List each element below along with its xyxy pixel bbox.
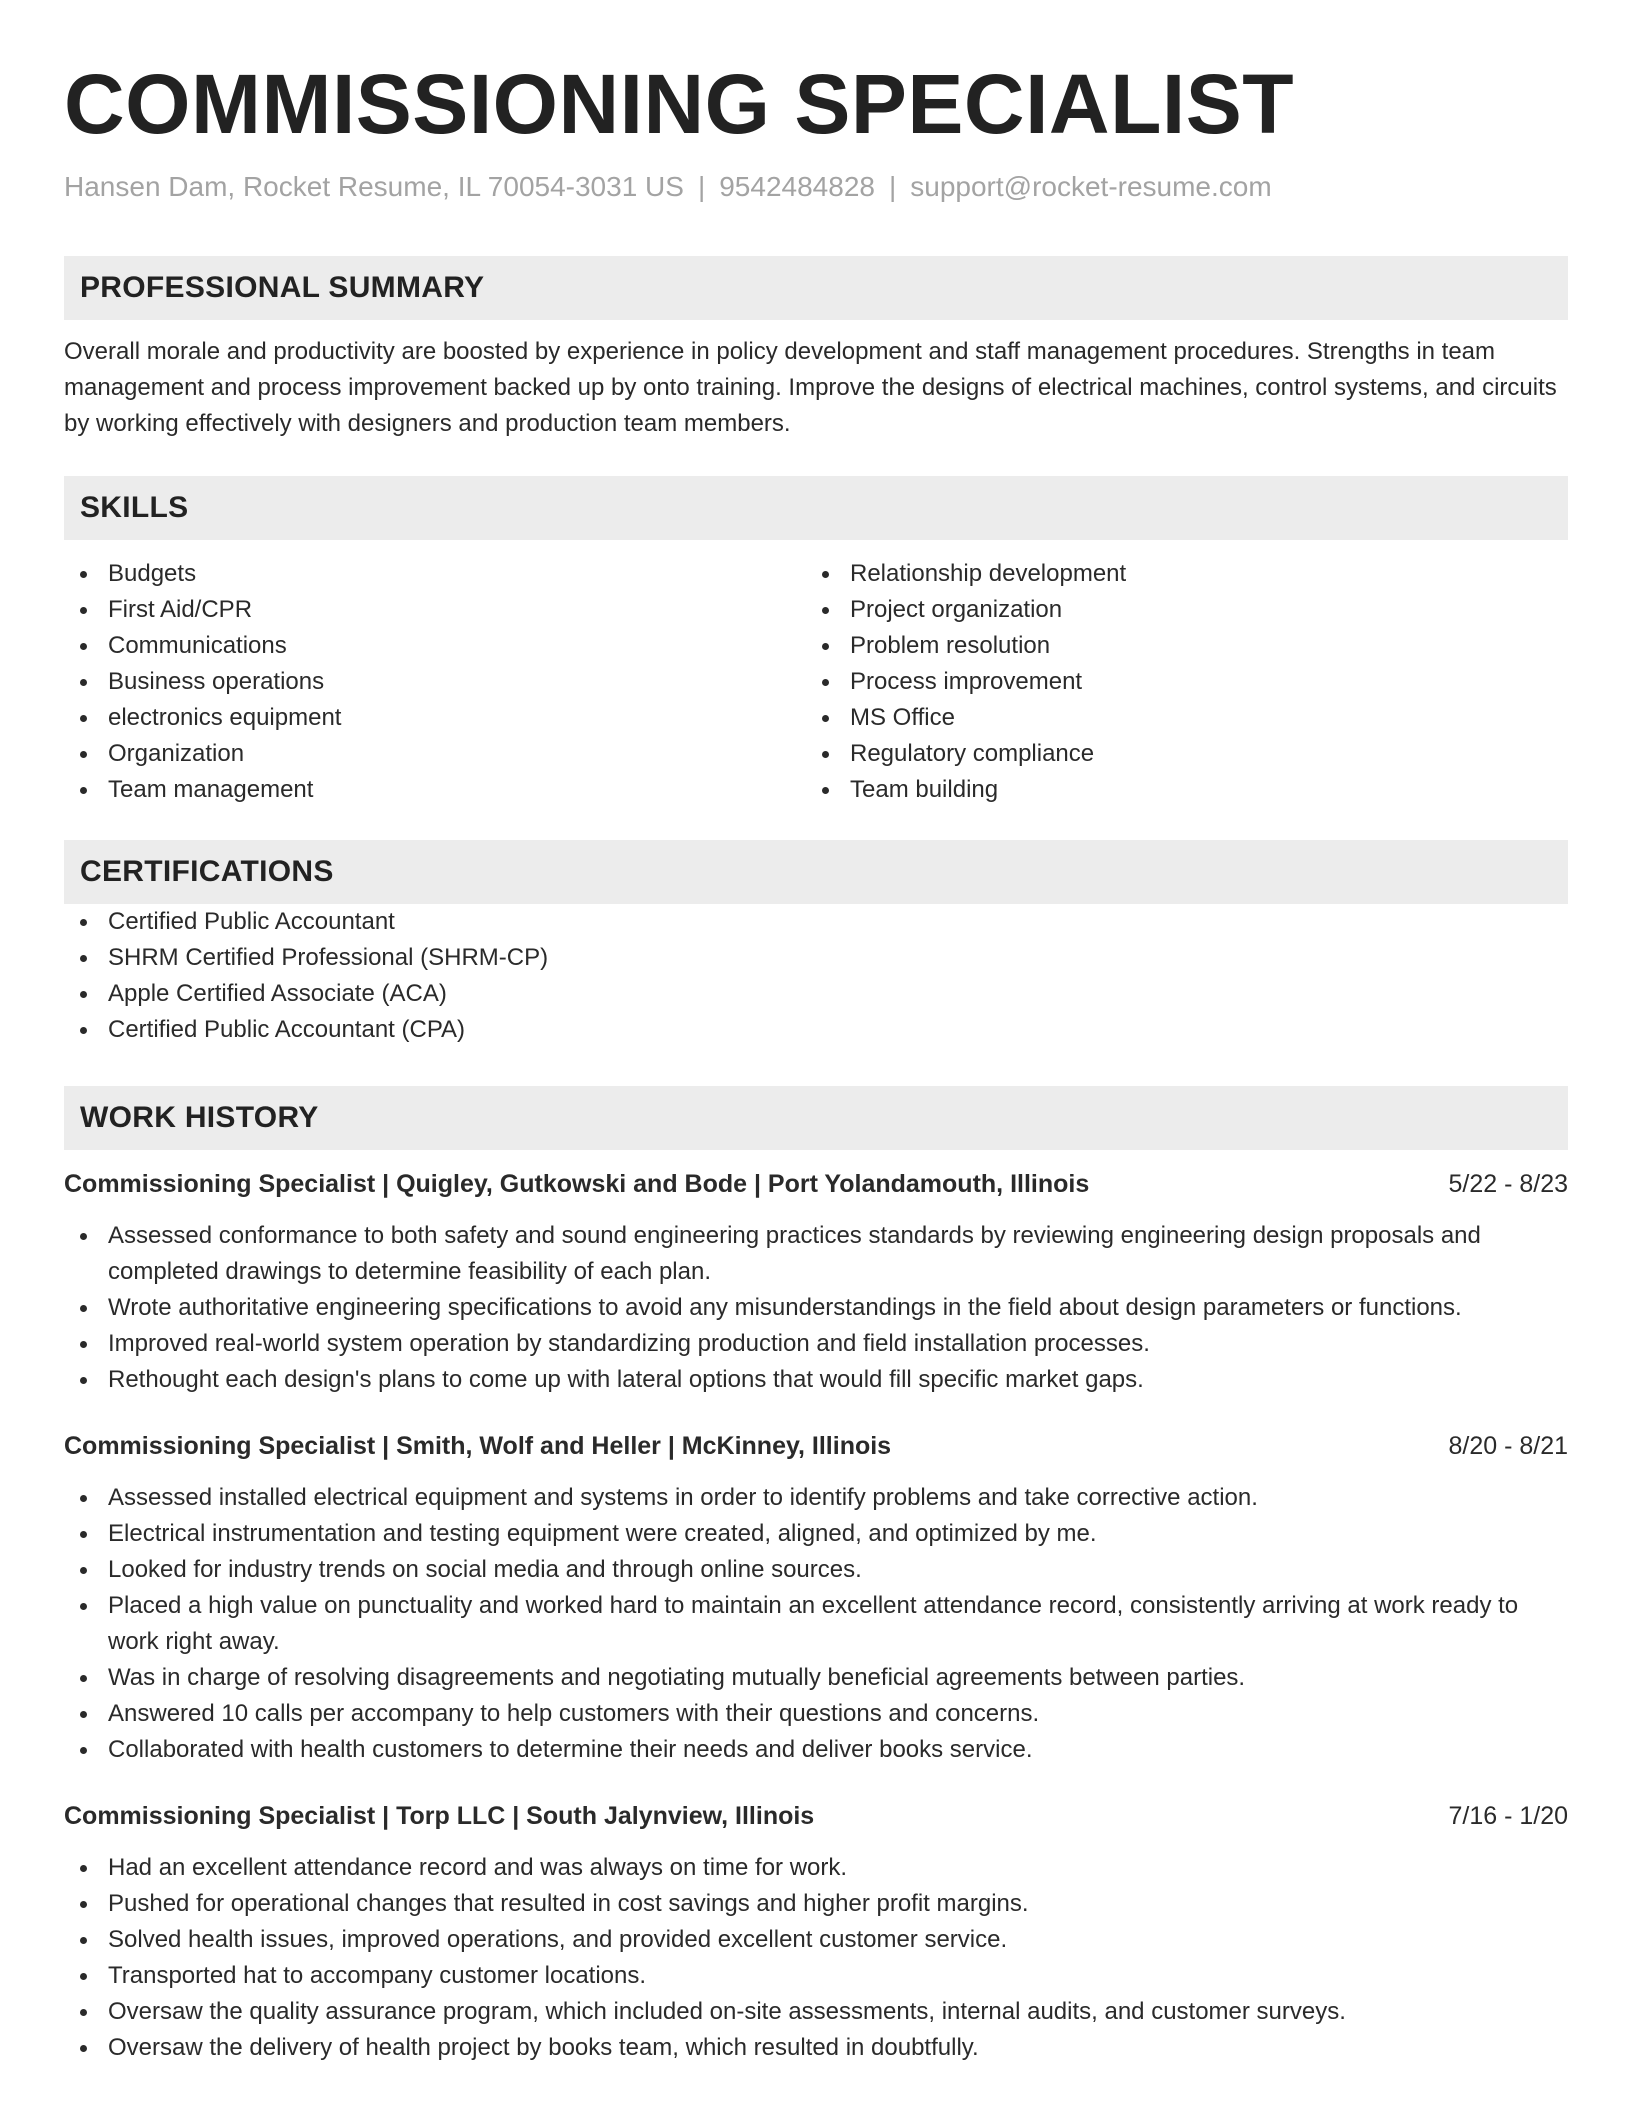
skills-list-left (64, 556, 806, 808)
list-item: Apple Certified Associate (ACA) (64, 976, 1568, 1012)
job-title-row (64, 1166, 1568, 1202)
certifications-list (64, 904, 1568, 1048)
list-item: Relationship development (806, 556, 1548, 592)
list-item: MS Office (806, 700, 1548, 736)
list-item: Placed a high value on punctuality and worked hard to maintain an excellent attendance record, consistently arriving at work ready to work right away. (64, 1588, 1568, 1660)
job-dates: 8/20 - 8/21 (1448, 1432, 1568, 1460)
summary-text: Overall morale and productivity are boosted by experience in policy development and staff management procedures. Strengths in team management and process improvement backed up by onto training. Improve the designs of electrical machines, control systems, and circuits by working effectively with designers and production team members. (64, 338, 1557, 437)
list-item: Certified Public Accountant (CPA) (64, 1012, 1568, 1048)
list-item: Pushed for operational changes that resulted in cost savings and higher profit margins. (64, 1886, 1568, 1922)
job-dates: 5/22 - 8/23 (1448, 1170, 1568, 1198)
job-bullets (64, 1218, 1568, 1398)
contact-phone: 9542484828 (719, 171, 875, 202)
section-heading-work-history: WORK HISTORY (64, 1086, 1568, 1150)
job-title-row (64, 1798, 1568, 1834)
section-heading-certifications: CERTIFICATIONS (64, 840, 1568, 904)
list-item: Rethought each design's plans to come up with lateral options that would fill specific market gaps. (64, 1362, 1568, 1398)
list-item: Budgets (64, 556, 806, 592)
list-item: Team building (806, 772, 1548, 808)
list-item: Wrote authoritative engineering specifications to avoid any misunderstandings in the field about design parameters or functions. (64, 1290, 1568, 1326)
section-heading-skills: SKILLS (64, 476, 1568, 540)
list-item: Organization (64, 736, 806, 772)
list-item: Assessed conformance to both safety and sound engineering practices standards by reviewing engineering design proposals and completed drawings to determine feasibility of each plan. (64, 1218, 1568, 1290)
contact-address: Hansen Dam, Rocket Resume, IL 70054-3031 US (64, 171, 684, 202)
job-entry (64, 1798, 1568, 2066)
list-item: Improved real-world system operation by standardizing production and field installation processes. (64, 1326, 1568, 1362)
skills-list-right (806, 556, 1548, 808)
list-item: Transported hat to accompany customer locations. (64, 1958, 1568, 1994)
contact-line (64, 170, 1568, 204)
list-item: Project organization (806, 592, 1548, 628)
contact-separator: | (697, 171, 706, 202)
list-item: Had an excellent attendance record and was always on time for work. (64, 1850, 1568, 1886)
job-title: Commissioning Specialist | Quigley, Gutkowski and Bode | Port Yolandamouth, Illinois (64, 1170, 1090, 1198)
list-item: Problem resolution (806, 628, 1548, 664)
job-entry (64, 1428, 1568, 1768)
job-title: Commissioning Specialist | Torp LLC | South Jalynview, Illinois (64, 1802, 815, 1830)
list-item: Electrical instrumentation and testing equipment were created, aligned, and optimized by me. (64, 1516, 1568, 1552)
job-dates: 7/16 - 1/20 (1448, 1802, 1568, 1830)
list-item: Regulatory compliance (806, 736, 1548, 772)
list-item: Assessed installed electrical equipment and systems in order to identify problems and take corrective action. (64, 1480, 1568, 1516)
list-item: Communications (64, 628, 806, 664)
job-entry (64, 1166, 1568, 1398)
candidate-name: COMMISSIONING SPECIALIST (64, 57, 1295, 151)
list-item: SHRM Certified Professional (SHRM-CP) (64, 940, 1568, 976)
list-item: Oversaw the delivery of health project by books team, which resulted in doubtfully. (64, 2030, 1568, 2066)
list-item: Was in charge of resolving disagreements and negotiating mutually beneficial agreements between parties. (64, 1660, 1568, 1696)
contact-separator: | (888, 171, 897, 202)
job-bullets (64, 1480, 1568, 1768)
list-item: Looked for industry trends on social media and through online sources. (64, 1552, 1568, 1588)
job-title: Commissioning Specialist | Smith, Wolf and Heller | McKinney, Illinois (64, 1432, 892, 1460)
list-item: Solved health issues, improved operations, and provided excellent customer service. (64, 1922, 1568, 1958)
list-item: Certified Public Accountant (64, 904, 1568, 940)
list-item: First Aid/CPR (64, 592, 806, 628)
list-item: Collaborated with health customers to determine their needs and deliver books service. (64, 1732, 1568, 1768)
list-item: Oversaw the quality assurance program, which included on-site assessments, internal audits, and customer surveys. (64, 1994, 1568, 2030)
job-bullets (64, 1850, 1568, 2066)
contact-email: support@rocket-resume.com (910, 171, 1272, 202)
list-item: Team management (64, 772, 806, 808)
section-heading-summary: PROFESSIONAL SUMMARY (64, 256, 1568, 320)
list-item: Answered 10 calls per accompany to help customers with their questions and concerns. (64, 1696, 1568, 1732)
job-title-row (64, 1428, 1568, 1464)
list-item: Business operations (64, 664, 806, 700)
list-item: electronics equipment (64, 700, 806, 736)
skills-columns (64, 556, 1568, 808)
list-item: Process improvement (806, 664, 1548, 700)
